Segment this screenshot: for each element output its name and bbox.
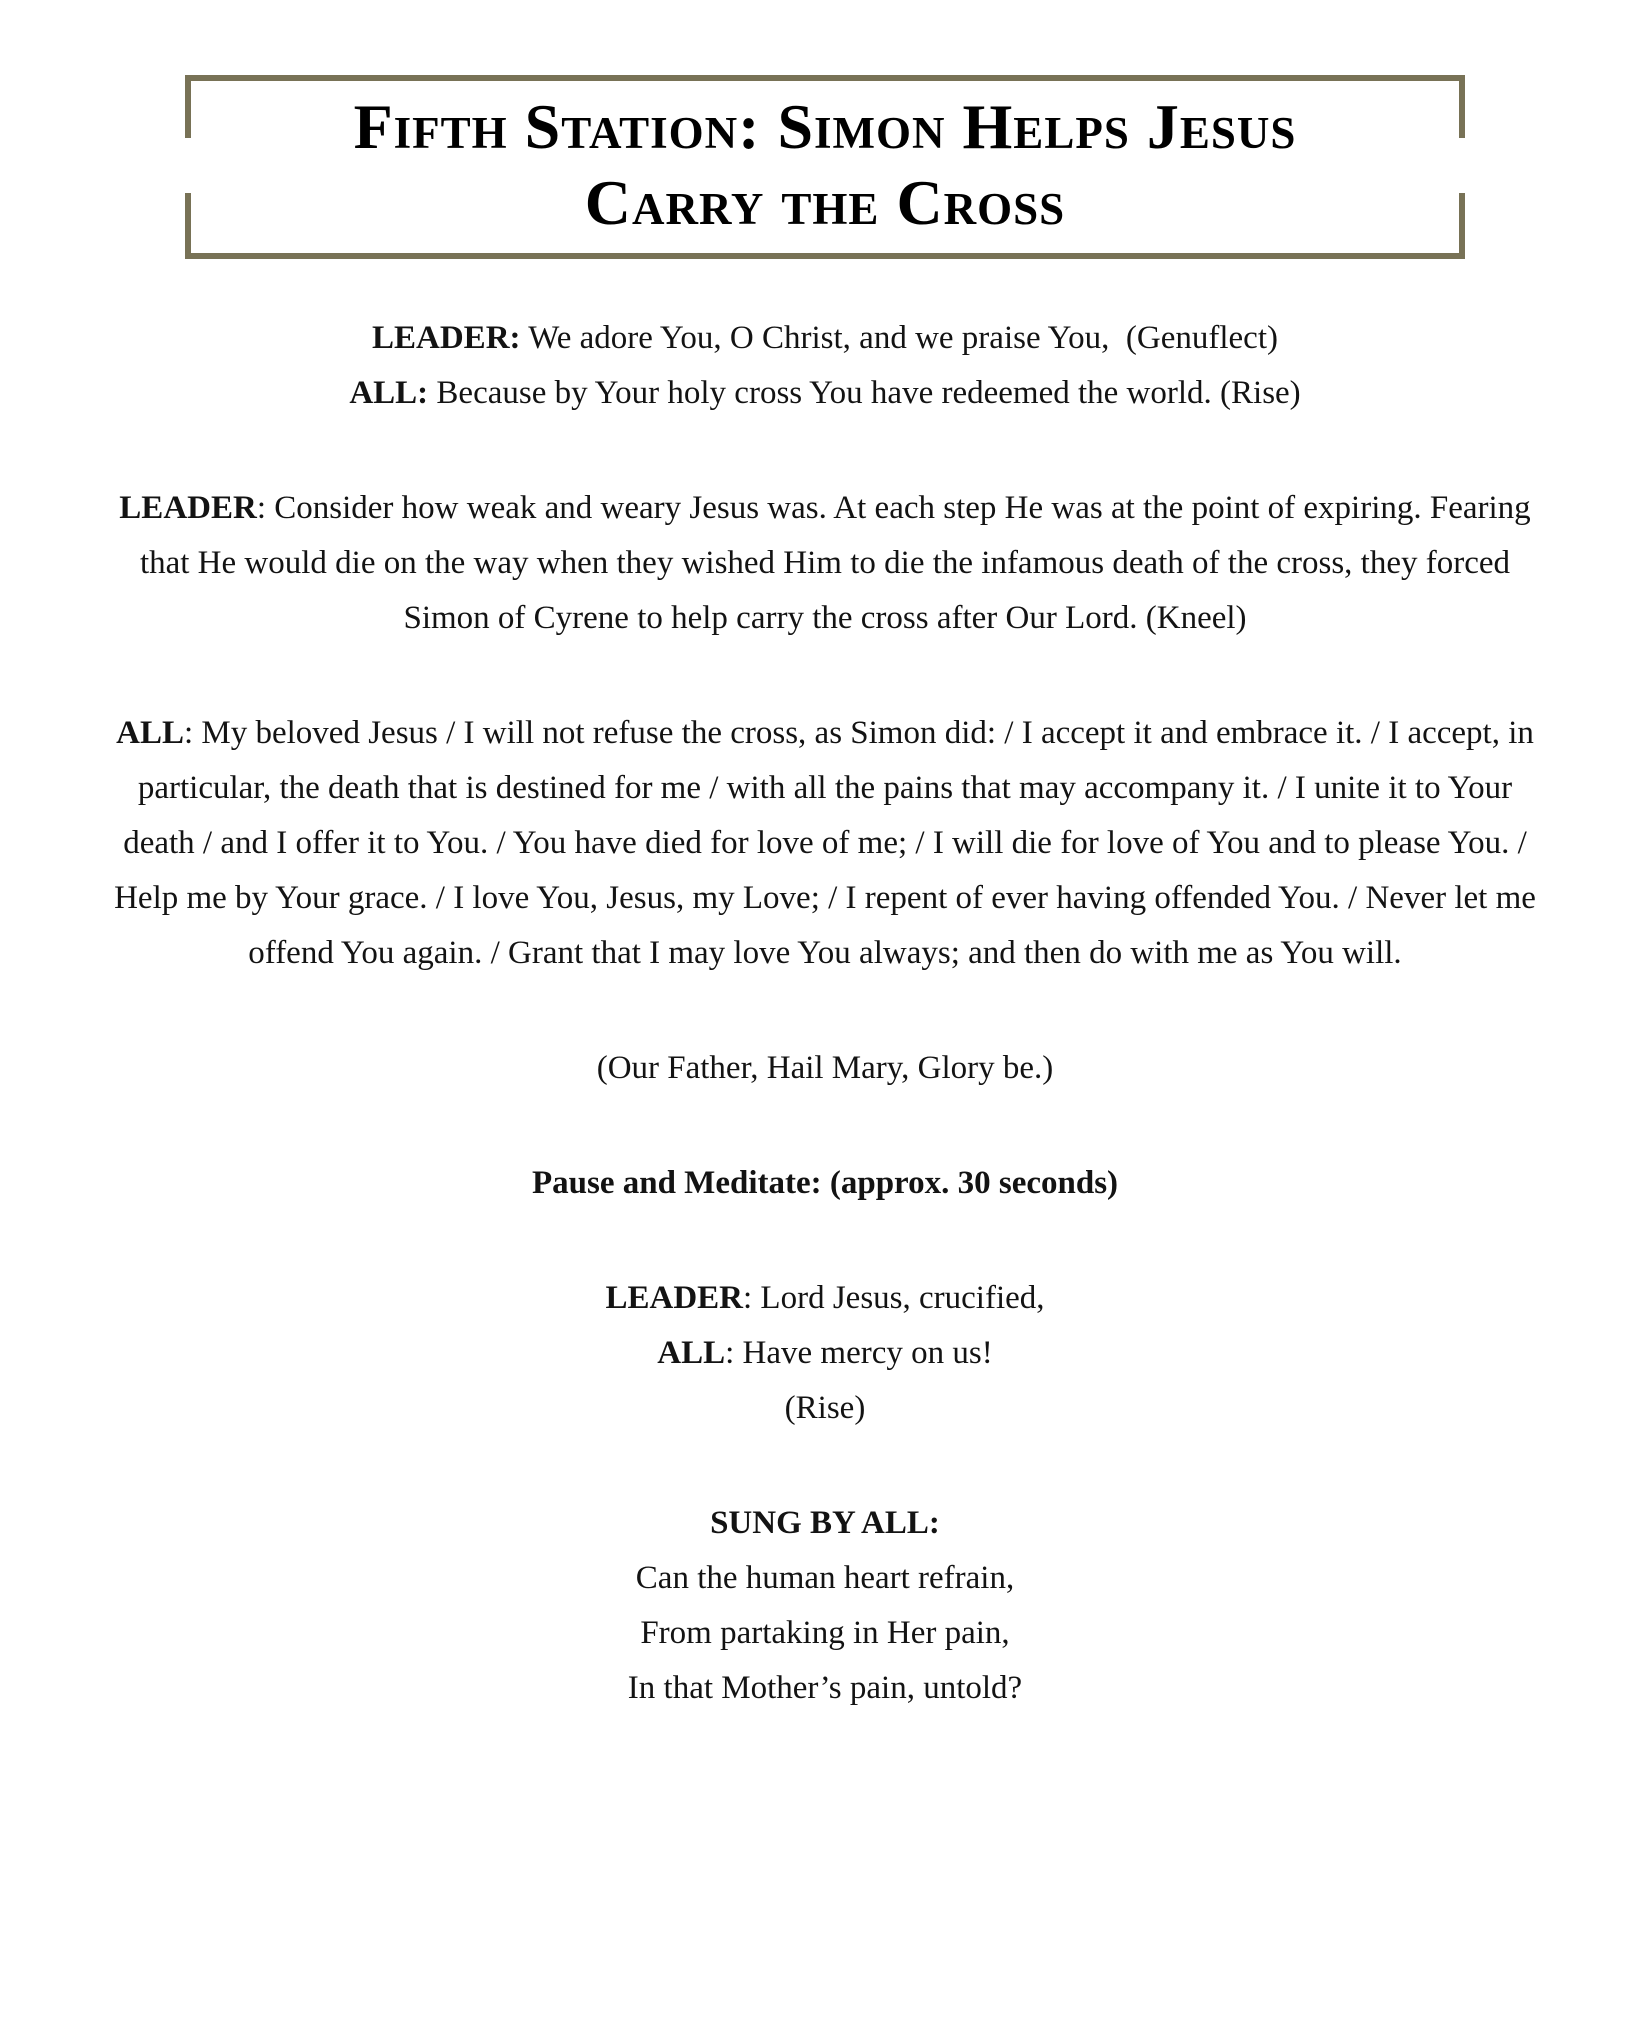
our-father-line: (Our Father, Hail Mary, Glory be.): [596, 1050, 1054, 1086]
versicle-all-text: : Have mercy on us!: [725, 1335, 993, 1371]
frame-corner-top-right: [1459, 81, 1465, 138]
opening-responsory: [110, 311, 1540, 421]
meditation-paragraph: [110, 481, 1540, 646]
opening-all-line: [110, 366, 1540, 421]
hymn-line-3: In that Mother’s pain, untold?: [627, 1670, 1023, 1706]
versicle-leader-text: : Lord Jesus, crucified,: [743, 1280, 1045, 1316]
title-frame: [185, 75, 1465, 259]
document-page: [0, 75, 1650, 2025]
rise-line: (Rise): [784, 1390, 866, 1426]
all-label: ALL: [116, 715, 184, 751]
frame-corner-bottom-right: [1459, 193, 1465, 253]
leader-label: LEADER: [605, 1280, 744, 1316]
hymn-line-2: From partaking in Her pain,: [640, 1615, 1010, 1651]
prayer-paragraph: [110, 706, 1540, 981]
versicle-responsory: [110, 1271, 1540, 1436]
hymn-line-1: Can the human heart refrain,: [635, 1560, 1015, 1596]
frame-corner-bottom-left: [185, 193, 191, 253]
frame-corner-top-left: [185, 81, 191, 138]
document-body: [110, 311, 1540, 1716]
page-title-line-1: Fifth Station: Simon Helps Jesus: [353, 91, 1297, 162]
page-title-line-2: Carry the Cross: [584, 167, 1066, 238]
page-title: [215, 89, 1435, 241]
leader-label: LEADER:: [372, 320, 521, 356]
prayer-text: : My beloved Jesus / I will not refuse the cross, as Simon did: / I accept it and embrace it. / I accept, in particular, the death that is destined for me / with all the pains that may accompany it. / I unite it to Your death / and I offer it to You. / You have died for love of me; / I will die for love of You and to please You. / Help me by Your grace. / I love You, Jesus, my Love; / I repent of ever having offended You. / Never let me offend You again. / Grant that I may love You always; and then do with me as You will.: [114, 715, 1536, 971]
opening-leader-text: We adore You, O Christ, and we praise You, (Genuflect): [528, 320, 1278, 356]
versicle-leader-line: [110, 1271, 1540, 1326]
meditation-text: : Consider how weak and weary Jesus was. At each step He was at the point of expiring. Fearing that He would die on the way when they wished Him to die the infamous death of the cross, they forced Simon of Cyrene to help carry the cross after Our Lord. (Kneel): [139, 490, 1531, 636]
all-label: ALL: [657, 1335, 726, 1371]
hymn-stanza: [110, 1496, 1540, 1716]
leader-label: LEADER: [119, 490, 257, 526]
opening-all-text: Because by Your holy cross You have redeemed the world. (Rise): [436, 375, 1301, 411]
hymn-heading: SUNG BY ALL:: [710, 1505, 940, 1541]
all-label: ALL:: [349, 375, 429, 411]
versicle-all-line: [110, 1326, 1540, 1381]
opening-leader-line: [110, 311, 1540, 366]
pause-meditate-line: Pause and Meditate: (approx. 30 seconds): [531, 1165, 1119, 1201]
